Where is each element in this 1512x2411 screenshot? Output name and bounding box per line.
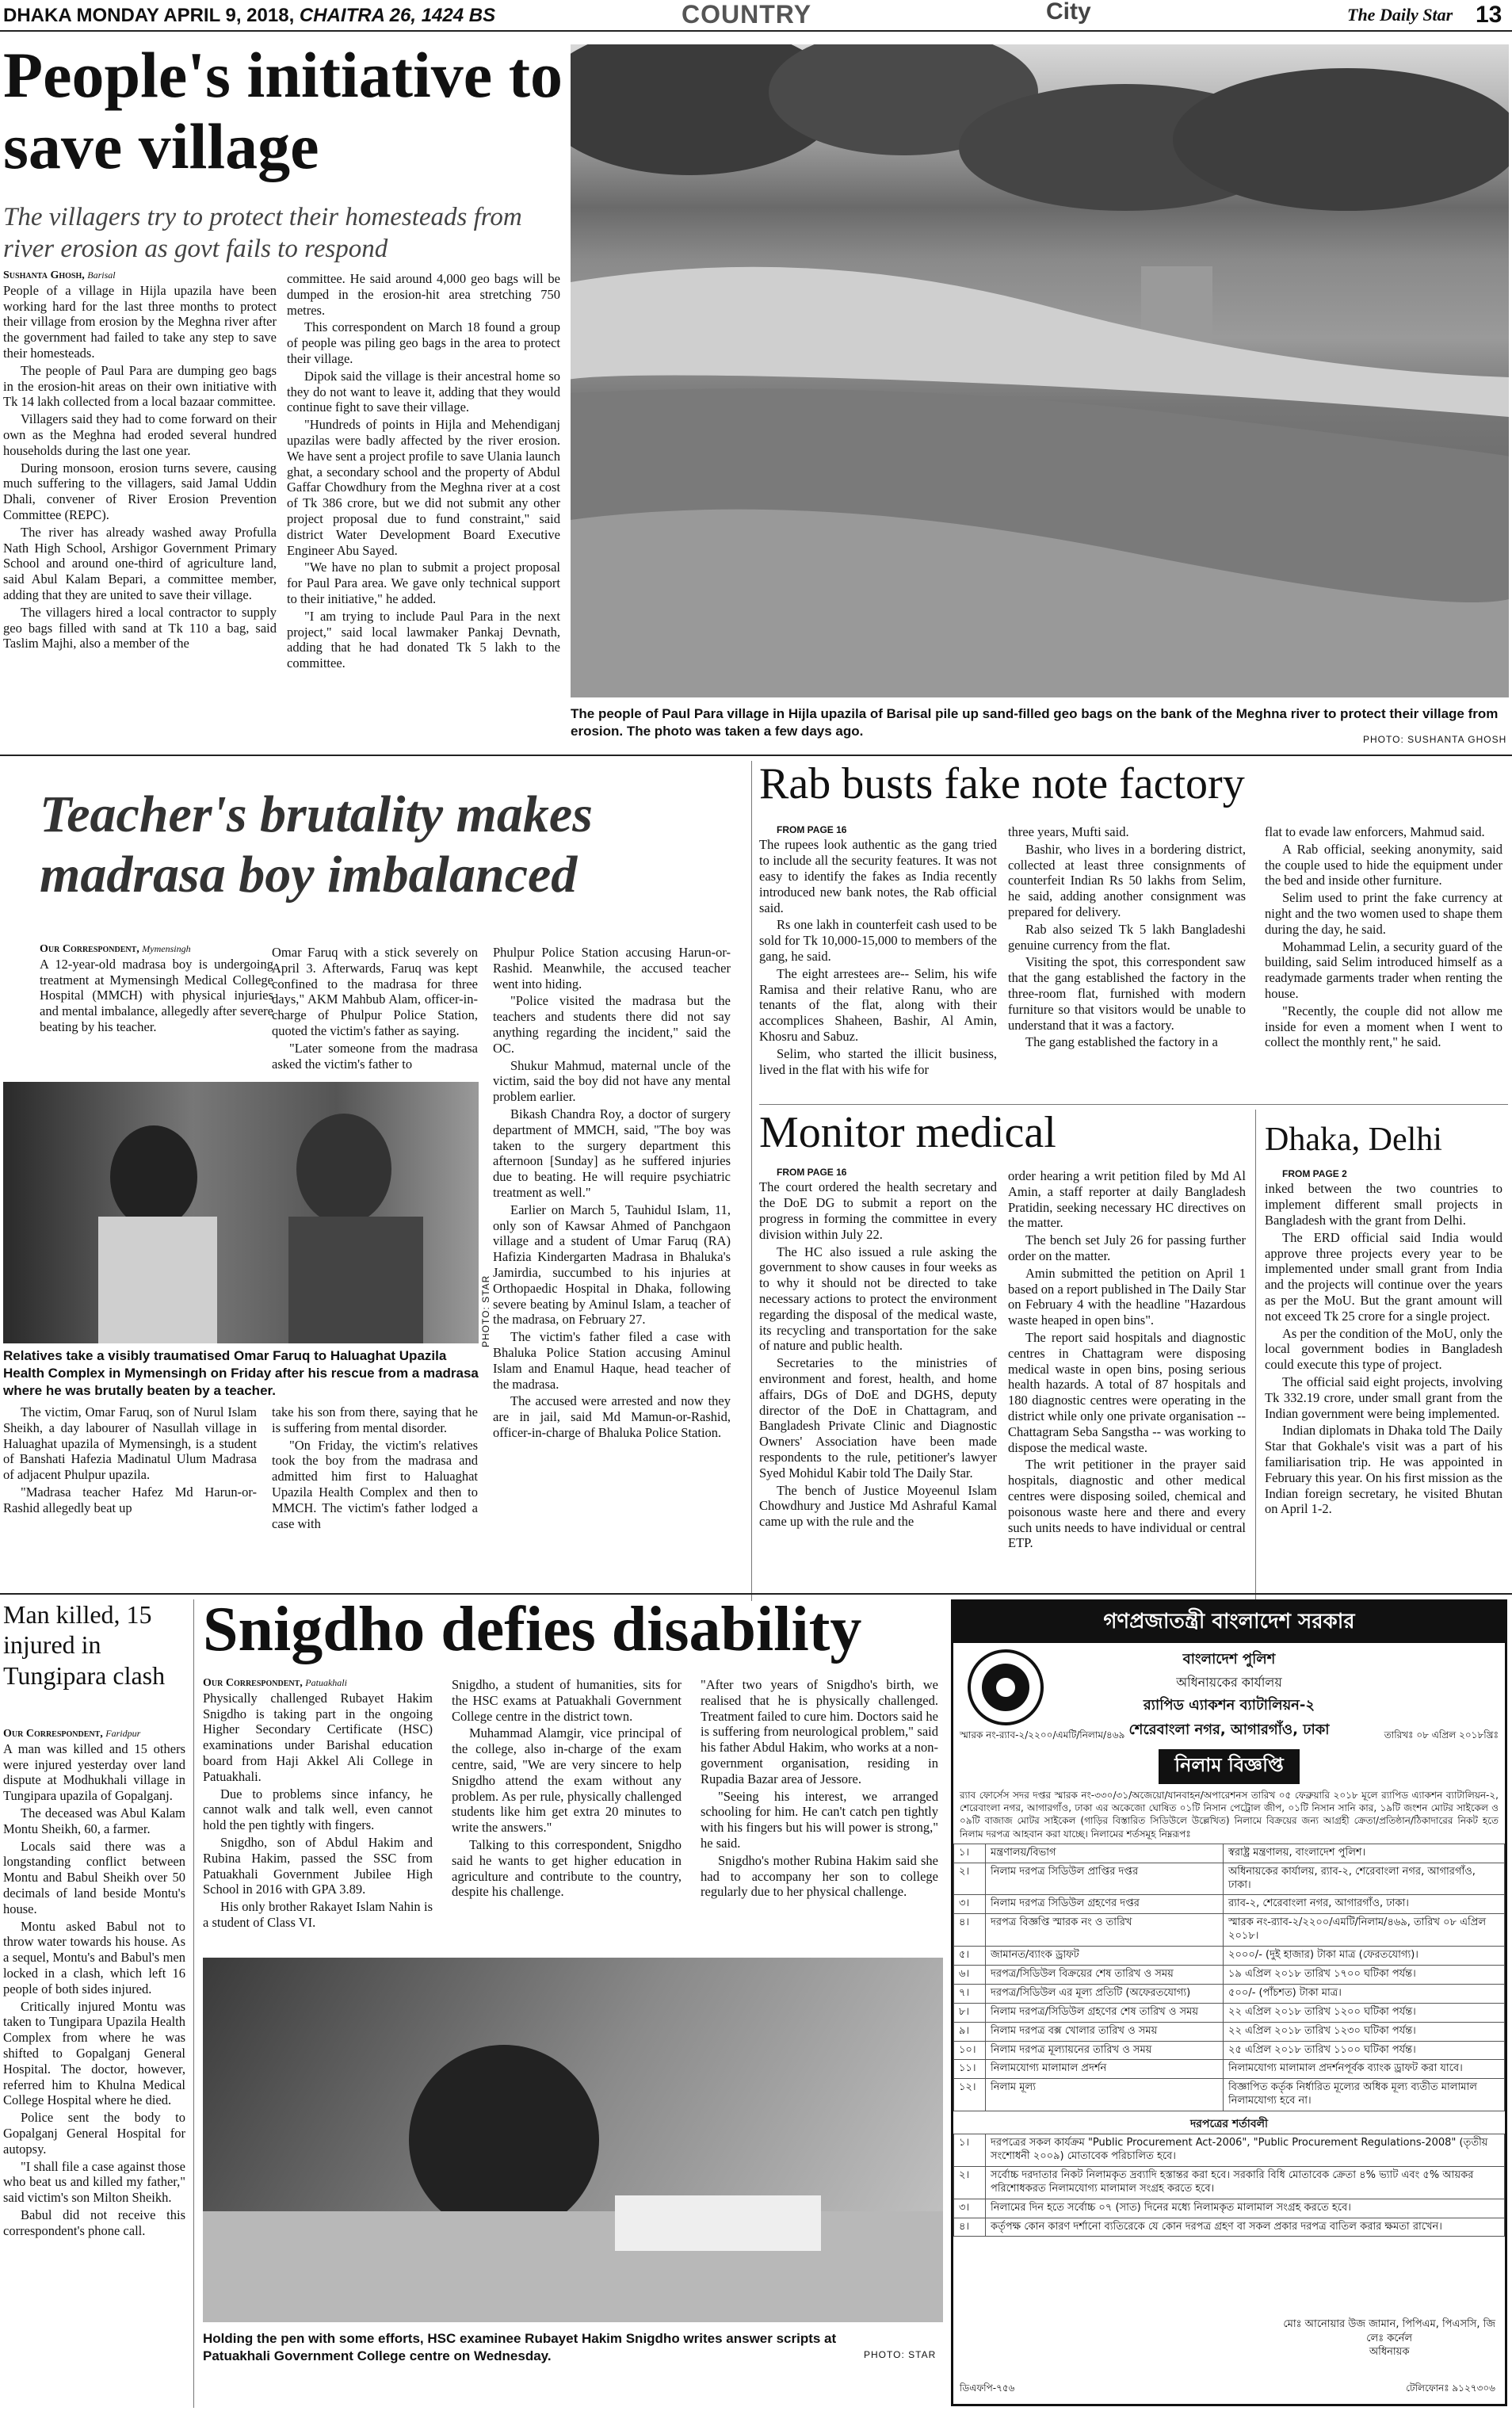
notice-row <box>954 1984 1505 2003</box>
notice-org: বাংলাদেশ পুলিশ <box>1182 1651 1276 1668</box>
notice-office: অধিনায়কের কার্যালয় <box>1176 1675 1282 1690</box>
story2-caption: Relatives take a visibly traumatised Omar Faruq to Haluaghat Upazila Health Complex in Mymensingh on Friday after his rescue from a madrasa where he was brutally beaten by a teacher. <box>3 1348 479 1399</box>
notice-cell: নিলাম মূল্য <box>986 2079 1224 2111</box>
story1-photo <box>571 44 1509 697</box>
story7-col2: Snigdho, a student of humanities, sits for the HSC exams at Patuakhali Government College centre in the district town. Muhammad Alamgir, vice principal of the college, also in-charge of the exam centre, said, "We are very sincere to help Snigdho attend the exam without any problem. As per rule, physically challenged students like him get extra 20 minutes to write the answers." Talking to this correspondent, Snigdho said he wants to get higher education in agriculture and contribute to the country, despite his challenge. <box>452 1677 682 1900</box>
story1-dek: The villagers try to protect their homesteads from river erosion as govt fails to respond <box>3 203 522 264</box>
story7-headline: Snigdho defies disability <box>203 1595 862 1664</box>
divider <box>0 755 1512 756</box>
story2-headline: Teacher's brutality makes madrasa boy imbalanced <box>40 785 593 904</box>
notice-cell: ৮। <box>954 2003 986 2022</box>
paper-logo: The Daily Star <box>1347 5 1453 25</box>
notice-cell: ৭। <box>954 1984 986 2003</box>
divider <box>193 1599 194 2408</box>
story7-credit: PHOTO: STAR <box>864 2349 937 2360</box>
notice-phone: টেলিফোনঃ ৯১২৭৩০৬ <box>1406 2382 1495 2394</box>
story6-headline: Man killed, 15 injured in Tungipara clash <box>3 1600 166 1690</box>
notice-table <box>953 1844 1505 2111</box>
story2-col3: Phulpur Police Station accusing Harun-or-Rashid. Meanwhile, the accused teacher went into hiding. "Police visited the madrasa but the teachers and students there did not say anything regarding the incident," said the OC. Shukur Mahmud, maternal uncle of the victim, said the boy did not have any mental problem earlier. Bikash Chandra Roy, a doctor of surgery department of MMCH, said, "The boy was taken to the surgery department this afternoon [Sunday] as he suffered injuries due to beating. He will require psychiatric treatment as well." Earlier on March 5, Tauhidul Islam, 11, only son of Kawsar Ahmed of Panchgaon village and a student of Umar Faruq (RA) Hafizia Kindergarten Madrasa in Bhaluka's Jamirdia, succumbed to his injuries at Orthopaedic Hospital in Dhaka, following severe beating by Aminul Islam, a teacher of the madrasa, on February 27. The victim's father filed a case with Bhaluka Police Station accusing Aminul Islam and Enamul Haque, head teacher of the madrasa. The accused were arrested and now they are in jail, said Md Mamun-or-Rashid, officer-in-charge of Bhaluka Police Station. <box>493 945 731 1440</box>
story1-headline: People's initiative to save village <box>3 39 563 183</box>
story2-photo <box>3 1082 479 1343</box>
notice-cell: নিলাম দরপত্র মূল্যায়নের তারিখ ও সময় <box>986 2041 1224 2060</box>
story3-col1: FROM PAGE 16 The rupees look authentic as the gang tried to include all the security features. It was not easy to identify the fakes as India recently introduced new bank notes, the Rab official said. Rs one lakh in counterfeit cash used to be sold for Tk 10,000-15,000 to members of the gang, he said. The eight arrestees are-- Selim, his wife Ramisa and their relative Ranu, who are tenants of the flat, along with their accomplices Shaheen, Bashir, Al Amin, Khosru and Sabuz. Selim, who started the illicit business, lived in the flat with his wife for <box>759 824 997 1077</box>
notice-row <box>954 2134 1505 2167</box>
notice-cell: জামানত/ব্যাংক ড্রাফট <box>986 1947 1224 1966</box>
notice-cell: ২। <box>954 1863 986 1895</box>
divider <box>759 1104 1508 1105</box>
notice-row <box>954 2060 1505 2079</box>
notice-cell: ৩। <box>954 1895 986 1914</box>
notice-row <box>954 1895 1505 1914</box>
notice-cell: দরপত্রের সকল কার্যক্রম "Public Procurement Act-2006", "Public Procurement Regulations-2008" (তৃতীয় সংশোধনী ২০০৯) মোতাবেক পরিচালিত হবে। <box>986 2134 1505 2167</box>
notice-row <box>954 2041 1505 2060</box>
story3-headline: Rab busts fake note factory <box>759 759 1245 808</box>
notice-cell: নিলামযোগ্য মালামাল প্রদর্শনপূর্বক ব্যাংক ড্রাফট করা যাবে। <box>1224 2060 1505 2079</box>
notice-cell: ২। <box>954 2166 986 2199</box>
notice-unit: র‍্যাপিড এ্যাকশন ব্যাটালিয়ন-২ <box>1143 1697 1315 1714</box>
auction-notice <box>951 1599 1507 2406</box>
story2-col2b: take his son from there, saying that he is suffering from mental disorder. "On Friday, the victim's relatives took the boy from the madrasa and admitted him first to Haluaghat Upazila Health Complex and then to MMCH. The victim's father lodged a case with <box>272 1404 478 1531</box>
notice-cell: নিলাম দরপত্র সিডিউল প্রাপ্তির দপ্তর <box>986 1863 1224 1895</box>
story5-headline: Dhaka, Delhi <box>1265 1121 1442 1158</box>
notice-cell: ১১। <box>954 2060 986 2079</box>
story4-col1: FROM PAGE 16 The court ordered the health secretary and the DoE DG to submit a report on the progress in forming the committee in every division within July 22. The HC also issued a rule asking the government to show causes in four weeks as to why it should not be directed to take necessary actions to protect the environment regarding the disposal of the medical waste, its recycling and transportation for the sake of nature and public health. Secretaries to the ministries of environment and forest, health, and home affairs, DGs of DoE and DGHS, deputy director of the DoE in Chattagram, and Bangladesh Private Clinic and Diagnostic Owners' Association have been made respondents to the rule, petitioner's lawyer Syed Mohidul Kabir told The Daily Star. The bench of Justice Moyeenul Islam Chowdhury and Justice Md Ashraful Kamal came up with the rule and the <box>759 1167 997 1530</box>
conditions-table <box>953 2134 1505 2237</box>
notice-row <box>954 1844 1505 1863</box>
story2-col1b: The victim, Omar Faruq, son of Nurul Islam Sheikh, a day labourer of Nasullah village in Haluaghat upazila of Mymensingh, is a student of Banshati Hafezia Madinatul Ulum Madrasa of adjacent Phulpur upazila. "Madrasa teacher Hafez Md Harun-or-Rashid allegedly beat up <box>3 1404 257 1515</box>
notice-cell: ২৫ এপ্রিল ২০১৮ তারিখ ১১০০ ঘটিকা পর্যন্ত। <box>1224 2041 1505 2060</box>
story1-caption: The people of Paul Para village in Hijla upazila of Barisal pile up sand-filled geo bags on the bank of the Meghna river to protect their village from erosion. The photo was taken a few days ago. <box>571 706 1499 739</box>
notice-cell: ৪। <box>954 2218 986 2237</box>
notice-row <box>954 2166 1505 2199</box>
notice-row <box>954 2003 1505 2022</box>
story7-caption: Holding the pen with some efforts, HSC examinee Rubayet Hakim Snigdho writes answer scripts at Patuakhali Government College centre on Wednesday. <box>203 2331 837 2364</box>
river-bank-illustration <box>571 44 1509 697</box>
notice-code: ডিএফপি-৭৫৬ <box>960 2382 1015 2394</box>
notice-date: তারিখঃ ০৮ এপ্রিল ২০১৮খ্রিঃ <box>1384 1729 1499 1740</box>
story7-col3: "After two years of Snigdho's birth, we realised that he is physically challenged. Treatment failed to cure him. Doctors said he is suffering from neurological problem," said his father Abdul Hakim, who works at a non-government organisation, residing in Rupadia Bazar area of Jessore. "Seeing his interest, we arranged schooling for him. He can't catch pen tightly with his fingers but his will power is strong," he said. Snigdho's mother Rubina Hakim said she had to accompany her son to college regularly due to her physical challenge. <box>701 1677 938 1900</box>
notice-cell: নিলামের দিন হতে সর্বোচ্চ ০৭ (সাত) দিনের মধ্যে নিলামকৃত মালামাল সংগ্রহ করতে হবে। <box>986 2199 1505 2218</box>
notice-cell: দরপত্র/সিডিউল এর মূল্য প্রতিটি (অফেরতযোগ্য) <box>986 1984 1224 2003</box>
story3-col3: flat to evade law enforcers, Mahmud said. A Rab official, seeking anonymity, said the couple used to hide the equipment under the bed and inside other furniture. Selim used to print the fake currency at night and the two women used to shape them during the day, he said. Mohammad Lelin, a security guard of the building, said Selim introduced himself as a readymade garments trader when renting the house. "Recently, the couple did not allow me inside for even a moment when I went to collect the monthly rent," he said. <box>1265 824 1502 1050</box>
notice-cell: নিলাম দরপত্র বক্স খোলার তারিখ ও সময় <box>986 2022 1224 2041</box>
story6-col: Our Correspondent, Faridpur A man was killed and 15 others were injured yesterday over land dispute at Modhukhali village in Tungipara upazila of Gopalganj. The deceased was Abul Kalam Montu Sheikh, 60, a farmer. Locals said there was a longstanding conflict between Montu and Babul Sheikh over 50 decimals of land beside Montu's house. Montu asked Babul not to throw water towards his house. As a sequel, Montu's and Babul's men locked in a clash, which left 16 people of both sides injured. Critically injured Montu was taken to Tungipara Upazila Health Complex from where he was shifted to Gopalganj General Hospital. The doctor, however, referred him to Khulna Medical College Hospital where he died. Police sent the body to Gopalganj General Hospital for autopsy. "I shall file a case against those who beat us and killed my father," said victim's son Milton Sheikh. Babul did not receive this correspondent's phone call. <box>3 1728 185 2238</box>
notice-cell: ১। <box>954 2134 986 2167</box>
divider <box>751 761 752 1601</box>
notice-cell: ২২ এপ্রিল ২০১৮ তারিখ ১২৩০ ঘটিকা পর্যন্ত। <box>1224 2022 1505 2041</box>
notice-cell: ১। <box>954 1844 986 1863</box>
notice-cell: ২২ এপ্রিল ২০১৮ তারিখ ১২০০ ঘটিকা পর্যন্ত। <box>1224 2003 1505 2022</box>
notice-cell: নিলাম দরপত্র সিডিউল গ্রহণের দপ্তর <box>986 1895 1224 1914</box>
conditions-heading: দরপত্রের শর্তাবলী <box>1189 2118 1269 2131</box>
notice-cell: বিজ্ঞাপিত কর্তৃক নির্ধারিত মূল্যের অধিক মূল্য ব্যতীত মালামাল নিলামযোগ্য হবে না। <box>1224 2079 1505 2111</box>
subsection-title: City <box>1046 0 1091 25</box>
story2-col1: Our Correspondent, Mymensingh A 12-year-old madrasa boy is undergoing treatment at Mymensingh Medical College Hospital (MMCH) with physical injuries and mental imbalance, allegedly after severe beating by his teacher. <box>40 943 273 1034</box>
story3-col2: three years, Mufti said. Bashir, who lives in a bordering district, collected at least three consignments of counterfeit Indian Rs 50 lakhs from Selim, he said, adding another consignment was prepared for delivery. Rab also seized Tk 5 lakh Bangladeshi genuine currency from the flat. Visiting the spot, this correspondent saw that the gang established the factory in the three-room flat, furnished with modern furniture so that visitors would be unable to understand that it was a factory. The gang established the factory in a <box>1008 824 1246 1050</box>
notice-cell: ১০। <box>954 2041 986 2060</box>
notice-row <box>954 2199 1505 2218</box>
notice-row <box>954 1914 1505 1947</box>
story7-col1: Our Correspondent, Patuakhali Physically challenged Rubayet Hakim Snigdho is taking part in the ongoing Higher Secondary Certificate (HSC) examinations under Barishal education board from Haji Akkel Ali College in Patuakhali. Due to problems since infancy, he cannot walk and talk well, even cannot hold the pen tightly with fingers. Snigdho, son of Abdul Hakim and Rubina Hakim, passed the SSC from Patuakhali Government Jubilee High School in 2016 with GPA 3.89. His only brother Rakayet Islam Nahin is a student of Class VI. <box>203 1677 433 1930</box>
story1-col2: committee. He said around 4,000 geo bags will be dumped in the erosion-hit area stretching 750 metres. This correspondent on March 18 found a group of people was piling geo bags in the area to protect their village. Dipok said the village is their ancestral home so they do not want to leave it, adding that they would continue fight to save their village. "Hundreds of points in Hijla and Mehendiganj upazilas were badly affected by the river erosion. We have sent a project profile to save Ulania launch ghat, a secondary school and the property of Abdul Gaffar Chowdhury from the Meghna river at a cost of Tk 386 crore, but we did not submit any other project proposal due to fund constraint," said district Water Development Board Executive Engineer Abu Sayed. "We have no plan to submit a project proposal for Paul Para area. We gave only technical support to their initiative," he added. "I am trying to include Paul Para in the next project," said local lawmaker Pankaj Devnath, adding that he had donated Tk 5 lakh to the committee. <box>287 271 560 671</box>
issue-date: DHAKA MONDAY APRIL 9, 2018, CHAITRA 26, 1424 BS <box>3 5 496 26</box>
notice-cell: সর্বোচ্চ দরদাতার নিকট নিলামকৃত দ্রব্যাদি হস্তান্তর করা হবে। সরকারি বিধি মোতাবেক ক্রেতা ৪% ভ্যাট এবং ৫% আয়কর পরিশোধকরত নিলামযোগ্য মালামাল সংগ্রহ করতে হবে। <box>986 2166 1505 2199</box>
notice-row <box>954 1965 1505 1984</box>
notice-signature: মোঃ আনোয়ার উজ জামান, পিপিএম, পিএসসি, জি লেঃ কর্নেল অধিনায়ক <box>1283 2318 1495 2359</box>
notice-cell: র‍্যাব-২, শেরেবাংলা নগর, আগারগাঁও, ঢাকা। <box>1224 1895 1505 1914</box>
story7-photo <box>203 1958 943 2322</box>
notice-cell: স্মারক নং-র‍্যাব-২/২২০০/এমটি/নিলাম/৪৬৯, তারিখ ০৮ এপ্রিল ২০১৮। <box>1224 1914 1505 1947</box>
notice-address: শেরেবাংলা নগর, আগারগাঁও, ঢাকা <box>1128 1721 1330 1738</box>
notice-row <box>954 2218 1505 2237</box>
story1-col1: Sushanta Ghosh, Barisal People of a village in Hijla upazila have been working hard for the last three months to protect their village from erosion by the Meghna river after the government had failed to take any step to save their homesteads. The people of Paul Para are dumping geo bags in the erosion-hit areas on their own initiative with Tk 14 lakh collected from a local bazaar committee. Villagers said they had to come forward on their own as the Meghna had eroded several hundred households during the last one year. During monsoon, erosion turns severe, causing much suffering to the villagers, said Jamal Uddin Dhali, convener of River Erosion Prevention Committee (REPC). The river has already washed away Profulla Nath High School, Arshigor Government Primary School and around one-third of agriculture land, said Abul Kalam Bepari, a committee member, adding that they are united to save their village. The villagers hired a local contractor to supply geo bags filled with sand at Tk 110 a bag, said Taslim Majhi, also a member of the <box>3 269 277 651</box>
divider <box>1255 1110 1256 1601</box>
notice-cell: ৫০০/- (পাঁচশত) টাকা মাত্র। <box>1224 1984 1505 2003</box>
notice-memo: স্মারক নং-র‍্যাব-২/২২০০/এমটি/নিলাম/৪৬৯ <box>960 1729 1125 1740</box>
page-number: 13 <box>1476 2 1502 28</box>
notice-cell: মন্ত্রণালয়/বিভাগ <box>986 1844 1224 1863</box>
police-emblem-icon <box>966 1648 1045 1727</box>
story4-headline: Monitor medical <box>759 1108 1056 1157</box>
notice-cell: ২০০০/- (দুই হাজার) টাকা মাত্র (ফেরতযোগ্য)। <box>1224 1947 1505 1966</box>
notice-cell: ৯। <box>954 2022 986 2041</box>
story2-col2: Omar Faruq with a stick severely on April 3. Afterwards, Faruq was kept confined to the madrasa for three days," AKM Mahbub Alam, officer-in-charge of Phulpur Police Station, quoted the victim's father as saying. "Later someone from the madrasa asked the victim's father to <box>272 945 478 1072</box>
notice-row <box>954 2022 1505 2041</box>
notice-row <box>954 1947 1505 1966</box>
notice-row <box>954 2079 1505 2111</box>
notice-cell: দরপত্র বিজ্ঞপ্তি স্মারক নং ও তারিখ <box>986 1914 1224 1947</box>
notice-intro: র‍্যাব ফোর্সেস সদর দপ্তর স্মারক নং-৩৩০/৩১/অজেয়ো/যানবাহন/অপারেশনস তারিখ ০৫ ফেব্রুয়ারি ২০১৮ মূলে র‍্যাপিড এ্যাকশন ব্যাটালিয়ন-২, শেরেবাংলা নগর, আগারগাঁও, ঢাকা এর অকেজো ঘোষিত ০১টি নিসান পেট্রোল জীপ, ০১টি নিসান সানি কার, ১৯টি জংশন মোটর সাইকেল ও ০৯টি বাজাজ মোটর সাইকেল (গাড়ির বিস্তারিত সিডিউলে উল্লেখিত) নিলামে বিক্রয়ের জন্য আগ্রহী ক্রেতা/প্রতিষ্ঠান/ঠিকাদারের নিকট হতে নিলাম দরপত্র আহবান করা যাচ্ছে। নিলামের শর্তসমূহ নিম্নরূপঃ <box>960 1790 1499 1840</box>
hospital-scene-illustration <box>3 1082 479 1343</box>
notice-heading: নিলাম বিজ্ঞপ্তি <box>1159 1749 1300 1784</box>
notice-cell: অধিনায়কের কার্যালয়, র‍্যাব-২, শেরেবাংলা নগর, আগারগাঁও, ঢাকা। <box>1224 1863 1505 1895</box>
story5-col: FROM PAGE 2 inked between the two countries to implement different small projects in Bangladesh with the grant from Delhi. The ERD official said India would approve three projects every year to be implemented under small grant from India and the projects will continue over the years as per the MoU. But the grant amount will not exceed Tk 25 crore for a single project. As per the condition of the MoU, only the local government bodies in Bangladesh could execute this type of project. The official said eight projects, involving Tk 332.19 crore, under small grant from the Indian government were being implemented. Indian diplomats in Dhaka told The Daily Star that Gokhale's visit was a part of his familiarisation trip. He was appointed in February this year. On his first mission as the Indian foreign secretary, he visited Bhutan on April 1-2. <box>1265 1168 1502 1517</box>
notice-cell: নিলামযোগ্য মালামাল প্রদর্শন <box>986 2060 1224 2079</box>
exam-scene-illustration <box>203 1958 943 2322</box>
section-title: COUNTRY <box>682 0 812 29</box>
story1-credit: PHOTO: SUSHANTA GHOSH <box>1363 734 1507 745</box>
notice-cell: ১৯ এপ্রিল ২০১৮ তারিখ ১৭০০ ঘটিকা পর্যন্ত। <box>1224 1965 1505 1984</box>
notice-cell: ৬। <box>954 1965 986 1984</box>
notice-cell: ৪। <box>954 1914 986 1947</box>
story4-col2: order hearing a writ petition filed by Md Al Amin, a staff reporter at daily Bangladesh Pratidin, seeking necessary HC directives on the matter. The bench set July 26 for passing further order on the matter. Amin submitted the petition on April 1 based on a report published in The Daily Star on February 4 with the headline "Hazardous waste heaped in open bins". The report said hospitals and diagnostic centres in Chattagram were disposing medical waste in open bins, posing serious health hazards. A total of 87 hospitals and 180 diagnostic centres were operating in the district while only one private organisation -- Chattagram Seba Sangstha -- was working to dispose the medical waste. The writ petitioner in the prayer said hospitals, diagnostic and other medical centres were disposing soiled, chemical and poisonous waste here and there and every such units needs to have individual or central ETP. <box>1008 1168 1246 1551</box>
notice-cell: কর্তৃপক্ষ কোন কারণ দর্শানো ব্যতিরেকে যে কোন দরপত্র গ্রহণ বা সকল প্রকার দরপত্র বাতিল করার ক্ষমতা রাখেন। <box>986 2218 1505 2237</box>
notice-cell: ১২। <box>954 2079 986 2111</box>
notice-row <box>954 1863 1505 1895</box>
notice-gov: গণপ্রজাতন্ত্রী বাংলাদেশ সরকার <box>953 1602 1505 1643</box>
notice-cell: ৫। <box>954 1947 986 1966</box>
notice-cell: দরপত্র/সিডিউল বিক্রয়ের শেষ তারিখ ও সময় <box>986 1965 1224 1984</box>
notice-cell: ৩। <box>954 2199 986 2218</box>
story2-credit: PHOTO: STAR <box>480 1274 491 1347</box>
page-header <box>0 0 1512 32</box>
notice-cell: নিলাম দরপত্র/সিডিউল গ্রহণের শেষ তারিখ ও সময় <box>986 2003 1224 2022</box>
notice-cell: স্বরাষ্ট্র মন্ত্রণালয়, বাংলাদেশ পুলিশ। <box>1224 1844 1505 1863</box>
